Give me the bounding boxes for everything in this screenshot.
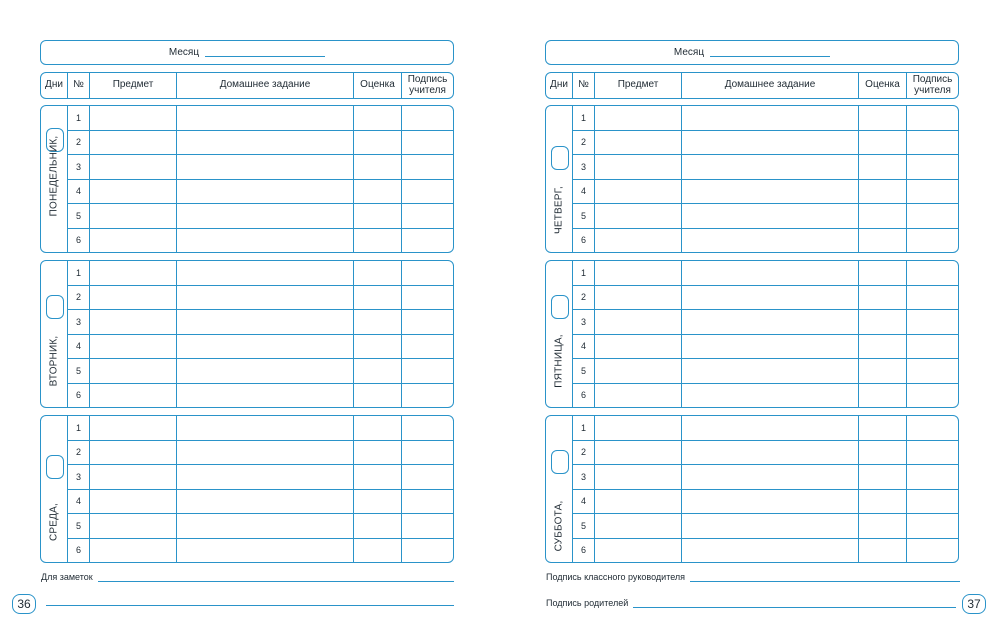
homework-cell[interactable] <box>177 204 354 228</box>
subject-cell[interactable] <box>90 490 177 514</box>
subject-cell[interactable] <box>90 465 177 489</box>
lesson-number: 3 <box>573 310 595 334</box>
teacher-sign-cell[interactable] <box>402 384 453 408</box>
subject-cell[interactable] <box>90 155 177 179</box>
grade-cell[interactable] <box>859 106 907 130</box>
lesson-number: 2 <box>573 286 595 310</box>
subject-cell[interactable] <box>90 106 177 130</box>
day-cell <box>546 261 573 407</box>
day-cell <box>546 416 573 562</box>
header-teacher-sign <box>402 73 453 98</box>
lesson-number: 2 <box>68 131 90 155</box>
homework-cell[interactable] <box>682 204 859 228</box>
lesson-row <box>573 384 958 408</box>
lesson-number: 3 <box>68 155 90 179</box>
lesson-row <box>68 310 453 335</box>
lesson-number: 6 <box>573 539 595 563</box>
header-days: Дни <box>41 73 68 98</box>
grade-cell[interactable] <box>354 155 402 179</box>
lesson-number: 5 <box>573 514 595 538</box>
homework-cell[interactable] <box>177 490 354 514</box>
homework-cell[interactable] <box>682 229 859 253</box>
homework-cell[interactable] <box>177 384 354 408</box>
grade-cell[interactable] <box>859 384 907 408</box>
lesson-row <box>573 335 958 360</box>
teacher-sign-cell[interactable] <box>402 261 453 285</box>
header-sign-line2: учителя <box>409 84 446 96</box>
subject-cell[interactable] <box>595 204 682 228</box>
lesson-number: 3 <box>68 465 90 489</box>
subject-cell[interactable] <box>90 261 177 285</box>
month-label: Месяц <box>673 47 705 58</box>
lesson-row <box>68 514 453 539</box>
month-field[interactable] <box>40 40 454 65</box>
subject-cell[interactable] <box>90 180 177 204</box>
lesson-row <box>68 131 453 156</box>
teacher-sign-cell[interactable] <box>907 204 958 228</box>
homework-cell[interactable] <box>682 416 859 440</box>
homework-cell[interactable] <box>177 286 354 310</box>
subject-cell[interactable] <box>595 490 682 514</box>
lesson-number: 5 <box>573 204 595 228</box>
lesson-row <box>68 155 453 180</box>
grade-cell[interactable] <box>354 180 402 204</box>
lesson-number: 5 <box>68 204 90 228</box>
teacher-sign-cell[interactable] <box>907 155 958 179</box>
right-page <box>545 40 959 556</box>
grade-cell[interactable] <box>354 359 402 383</box>
grade-cell[interactable] <box>859 229 907 253</box>
day-date-field[interactable] <box>551 450 569 474</box>
lesson-number: 4 <box>573 180 595 204</box>
lesson-row <box>573 106 958 131</box>
lesson-number: 3 <box>573 155 595 179</box>
lesson-rows <box>68 261 453 407</box>
lesson-number: 6 <box>68 539 90 563</box>
teacher-sign-cell[interactable] <box>402 180 453 204</box>
homework-cell[interactable] <box>682 310 859 334</box>
day-date-field[interactable] <box>46 455 64 479</box>
lesson-row <box>68 539 453 563</box>
parents-sign-label: Подпись родителей <box>546 598 629 608</box>
grade-cell[interactable] <box>859 335 907 359</box>
grade-cell[interactable] <box>354 204 402 228</box>
teacher-sign-cell[interactable] <box>402 514 453 538</box>
homework-cell[interactable] <box>177 335 354 359</box>
header-teacher-sign <box>907 73 958 98</box>
lesson-number: 4 <box>68 180 90 204</box>
subject-cell[interactable] <box>90 335 177 359</box>
notes-underline-2 <box>46 598 454 606</box>
lesson-number: 6 <box>68 384 90 408</box>
teacher-sign-underline <box>690 574 960 582</box>
lesson-row <box>573 261 958 286</box>
homework-cell[interactable] <box>177 539 354 563</box>
subject-cell[interactable] <box>90 514 177 538</box>
lesson-number: 2 <box>573 441 595 465</box>
lesson-number: 1 <box>573 261 595 285</box>
lesson-number: 1 <box>573 416 595 440</box>
notes-line[interactable] <box>41 572 454 582</box>
teacher-sign-cell[interactable] <box>907 514 958 538</box>
homework-cell[interactable] <box>682 441 859 465</box>
teacher-sign-cell[interactable] <box>907 131 958 155</box>
day-cell <box>546 106 573 252</box>
lesson-row <box>573 441 958 466</box>
grade-cell[interactable] <box>859 204 907 228</box>
subject-cell[interactable] <box>595 416 682 440</box>
month-field[interactable] <box>545 40 959 65</box>
subject-cell[interactable] <box>595 465 682 489</box>
homework-cell[interactable] <box>682 106 859 130</box>
subject-cell[interactable] <box>90 416 177 440</box>
month-label: Месяц <box>168 47 200 58</box>
parents-sign-line[interactable] <box>546 598 956 608</box>
lesson-rows <box>68 106 453 252</box>
teacher-sign-cell[interactable] <box>907 106 958 130</box>
subject-cell[interactable] <box>595 261 682 285</box>
teacher-sign-cell[interactable] <box>402 465 453 489</box>
lesson-row <box>68 416 453 441</box>
teacher-sign-cell[interactable] <box>907 229 958 253</box>
teacher-sign-cell[interactable] <box>907 490 958 514</box>
grade-cell[interactable] <box>354 416 402 440</box>
teacher-sign-cell[interactable] <box>402 359 453 383</box>
header-num: № <box>573 73 595 98</box>
lesson-row <box>68 359 453 384</box>
lesson-row <box>68 465 453 490</box>
grade-cell[interactable] <box>354 131 402 155</box>
header-homework: Домашнее задание <box>177 73 354 98</box>
day-block-saturday <box>545 415 959 563</box>
lesson-number: 4 <box>68 490 90 514</box>
teacher-sign-cell[interactable] <box>907 261 958 285</box>
lesson-number: 4 <box>573 490 595 514</box>
lesson-rows <box>573 416 958 562</box>
day-name-saturday: СУББОТА, <box>553 500 565 552</box>
lesson-number: 2 <box>68 441 90 465</box>
teacher-sign-cell[interactable] <box>402 335 453 359</box>
homework-cell[interactable] <box>682 335 859 359</box>
grade-cell[interactable] <box>354 514 402 538</box>
header-days: Дни <box>546 73 573 98</box>
grade-cell[interactable] <box>859 359 907 383</box>
lesson-number: 6 <box>68 229 90 253</box>
subject-cell[interactable] <box>595 441 682 465</box>
subject-cell[interactable] <box>595 180 682 204</box>
lesson-row <box>573 416 958 441</box>
grade-cell[interactable] <box>354 465 402 489</box>
teacher-sign-cell[interactable] <box>402 106 453 130</box>
teacher-sign-cell[interactable] <box>907 384 958 408</box>
teacher-sign-cell[interactable] <box>907 335 958 359</box>
homework-cell[interactable] <box>682 155 859 179</box>
lesson-rows <box>573 106 958 252</box>
subject-cell[interactable] <box>595 359 682 383</box>
teacher-sign-cell[interactable] <box>907 441 958 465</box>
table-header <box>40 72 454 99</box>
lesson-number: 5 <box>573 359 595 383</box>
teacher-sign-cell[interactable] <box>402 441 453 465</box>
day-block-monday <box>40 105 454 253</box>
day-date-field[interactable] <box>551 295 569 319</box>
teacher-sign-cell[interactable] <box>907 310 958 334</box>
teacher-sign-cell[interactable] <box>907 286 958 310</box>
month-line <box>205 49 325 57</box>
subject-cell[interactable] <box>90 441 177 465</box>
month-line <box>710 49 830 57</box>
lesson-row <box>68 106 453 131</box>
subject-cell[interactable] <box>595 229 682 253</box>
parents-sign-underline <box>633 600 956 608</box>
header-subject: Предмет <box>595 73 682 98</box>
lesson-row <box>68 229 453 253</box>
subject-cell[interactable] <box>595 286 682 310</box>
grade-cell[interactable] <box>859 261 907 285</box>
lesson-row <box>573 204 958 229</box>
lesson-row <box>68 335 453 360</box>
grade-cell[interactable] <box>859 155 907 179</box>
lesson-row <box>573 310 958 335</box>
grade-cell[interactable] <box>354 539 402 563</box>
teacher-sign-cell[interactable] <box>907 359 958 383</box>
homework-cell[interactable] <box>177 131 354 155</box>
teacher-sign-cell[interactable] <box>907 539 958 563</box>
homework-cell[interactable] <box>177 261 354 285</box>
teacher-sign-cell[interactable] <box>402 310 453 334</box>
page-number-left: 36 <box>12 594 36 614</box>
lesson-number: 4 <box>573 335 595 359</box>
notes-label: Для заметок <box>41 572 93 582</box>
homework-cell[interactable] <box>177 514 354 538</box>
header-homework: Домашнее задание <box>682 73 859 98</box>
homework-cell[interactable] <box>177 229 354 253</box>
lesson-rows <box>573 261 958 407</box>
teacher-sign-cell[interactable] <box>907 465 958 489</box>
subject-cell[interactable] <box>595 539 682 563</box>
subject-cell[interactable] <box>595 106 682 130</box>
lesson-row <box>68 286 453 311</box>
day-date-field[interactable] <box>46 295 64 319</box>
lesson-number: 6 <box>573 229 595 253</box>
lesson-number: 2 <box>68 286 90 310</box>
day-name-monday: ПОНЕДЕЛЬНИК, <box>48 135 60 217</box>
homework-cell[interactable] <box>682 490 859 514</box>
homework-cell[interactable] <box>682 514 859 538</box>
homework-cell[interactable] <box>682 359 859 383</box>
day-date-field[interactable] <box>551 146 569 170</box>
subject-cell[interactable] <box>90 204 177 228</box>
lesson-number: 1 <box>573 106 595 130</box>
grade-cell[interactable] <box>859 180 907 204</box>
homework-cell[interactable] <box>177 310 354 334</box>
teacher-sign-cell[interactable] <box>402 229 453 253</box>
lesson-row <box>573 286 958 311</box>
teacher-sign-line[interactable] <box>546 572 960 582</box>
homework-cell[interactable] <box>177 155 354 179</box>
lesson-row <box>68 490 453 515</box>
teacher-sign-cell[interactable] <box>402 286 453 310</box>
teacher-sign-cell[interactable] <box>907 180 958 204</box>
day-block-wednesday <box>40 415 454 563</box>
header-sign-line1: Подпись <box>407 74 448 85</box>
lesson-row <box>573 514 958 539</box>
lesson-row <box>573 490 958 515</box>
teacher-sign-cell[interactable] <box>907 416 958 440</box>
subject-cell[interactable] <box>595 155 682 179</box>
lesson-rows <box>68 416 453 562</box>
subject-cell[interactable] <box>90 384 177 408</box>
teacher-sign-cell[interactable] <box>402 539 453 563</box>
lesson-number: 5 <box>68 359 90 383</box>
grade-cell[interactable] <box>354 384 402 408</box>
grade-cell[interactable] <box>354 441 402 465</box>
header-grade: Оценка <box>354 73 402 98</box>
homework-cell[interactable] <box>682 131 859 155</box>
lesson-row <box>573 155 958 180</box>
header-num: № <box>68 73 90 98</box>
subject-cell[interactable] <box>595 384 682 408</box>
grade-cell[interactable] <box>859 441 907 465</box>
grade-cell[interactable] <box>354 261 402 285</box>
homework-cell[interactable] <box>177 416 354 440</box>
grade-cell[interactable] <box>354 310 402 334</box>
notes-underline <box>98 574 454 582</box>
day-block-thursday <box>545 105 959 253</box>
subject-cell[interactable] <box>90 286 177 310</box>
lesson-number: 1 <box>68 106 90 130</box>
grade-cell[interactable] <box>354 335 402 359</box>
lesson-row <box>573 229 958 253</box>
header-subject: Предмет <box>90 73 177 98</box>
subject-cell[interactable] <box>595 131 682 155</box>
lesson-row <box>68 384 453 408</box>
teacher-sign-label: Подпись классного руководителя <box>546 572 686 582</box>
grade-cell[interactable] <box>859 286 907 310</box>
homework-cell[interactable] <box>177 180 354 204</box>
homework-cell[interactable] <box>177 106 354 130</box>
lesson-row <box>68 180 453 205</box>
teacher-sign-cell[interactable] <box>402 416 453 440</box>
day-cell <box>41 106 68 252</box>
lesson-row <box>573 539 958 563</box>
notes-line-2[interactable] <box>46 598 454 606</box>
homework-cell[interactable] <box>682 261 859 285</box>
homework-cell[interactable] <box>682 539 859 563</box>
teacher-sign-cell[interactable] <box>402 204 453 228</box>
subject-cell[interactable] <box>595 335 682 359</box>
grade-cell[interactable] <box>859 514 907 538</box>
grade-cell[interactable] <box>859 310 907 334</box>
subject-cell[interactable] <box>90 229 177 253</box>
subject-cell[interactable] <box>90 359 177 383</box>
lesson-row <box>68 441 453 466</box>
lesson-number: 5 <box>68 514 90 538</box>
lesson-number: 4 <box>68 335 90 359</box>
header-grade: Оценка <box>859 73 907 98</box>
day-cell <box>41 261 68 407</box>
left-page <box>40 40 454 556</box>
day-block-tuesday <box>40 260 454 408</box>
lesson-number: 2 <box>573 131 595 155</box>
day-name-wednesday: СРЕДА, <box>48 503 60 541</box>
lesson-row <box>573 359 958 384</box>
homework-cell[interactable] <box>682 180 859 204</box>
grade-cell[interactable] <box>354 286 402 310</box>
teacher-sign-cell[interactable] <box>402 155 453 179</box>
lesson-number: 1 <box>68 261 90 285</box>
day-name-friday: ПЯТНИЦА, <box>553 334 565 388</box>
homework-cell[interactable] <box>682 384 859 408</box>
subject-cell[interactable] <box>90 310 177 334</box>
lesson-row <box>68 204 453 229</box>
homework-cell[interactable] <box>177 359 354 383</box>
homework-cell[interactable] <box>682 465 859 489</box>
lesson-row <box>573 131 958 156</box>
lesson-row <box>573 180 958 205</box>
day-name-thursday: ЧЕТВЕРГ, <box>553 185 565 235</box>
teacher-sign-cell[interactable] <box>402 131 453 155</box>
day-name-tuesday: ВТОРНИК, <box>48 335 60 387</box>
subject-cell[interactable] <box>595 310 682 334</box>
lesson-number: 3 <box>68 310 90 334</box>
grade-cell[interactable] <box>859 131 907 155</box>
grade-cell[interactable] <box>859 416 907 440</box>
day-block-friday <box>545 260 959 408</box>
lesson-row <box>573 465 958 490</box>
header-sign-line2: учителя <box>914 84 951 96</box>
homework-cell[interactable] <box>682 286 859 310</box>
lesson-number: 1 <box>68 416 90 440</box>
subject-cell[interactable] <box>90 131 177 155</box>
page-number-right: 37 <box>962 594 986 614</box>
homework-cell[interactable] <box>177 465 354 489</box>
header-sign-line1: Подпись <box>912 74 953 85</box>
lesson-number: 6 <box>573 384 595 408</box>
grade-cell[interactable] <box>354 490 402 514</box>
grade-cell[interactable] <box>859 539 907 563</box>
table-header <box>545 72 959 99</box>
teacher-sign-cell[interactable] <box>402 490 453 514</box>
grade-cell[interactable] <box>859 465 907 489</box>
homework-cell[interactable] <box>177 441 354 465</box>
subject-cell[interactable] <box>595 514 682 538</box>
day-cell <box>41 416 68 562</box>
grade-cell[interactable] <box>354 106 402 130</box>
lesson-number: 3 <box>573 465 595 489</box>
grade-cell[interactable] <box>859 490 907 514</box>
grade-cell[interactable] <box>354 229 402 253</box>
lesson-row <box>68 261 453 286</box>
subject-cell[interactable] <box>90 539 177 563</box>
